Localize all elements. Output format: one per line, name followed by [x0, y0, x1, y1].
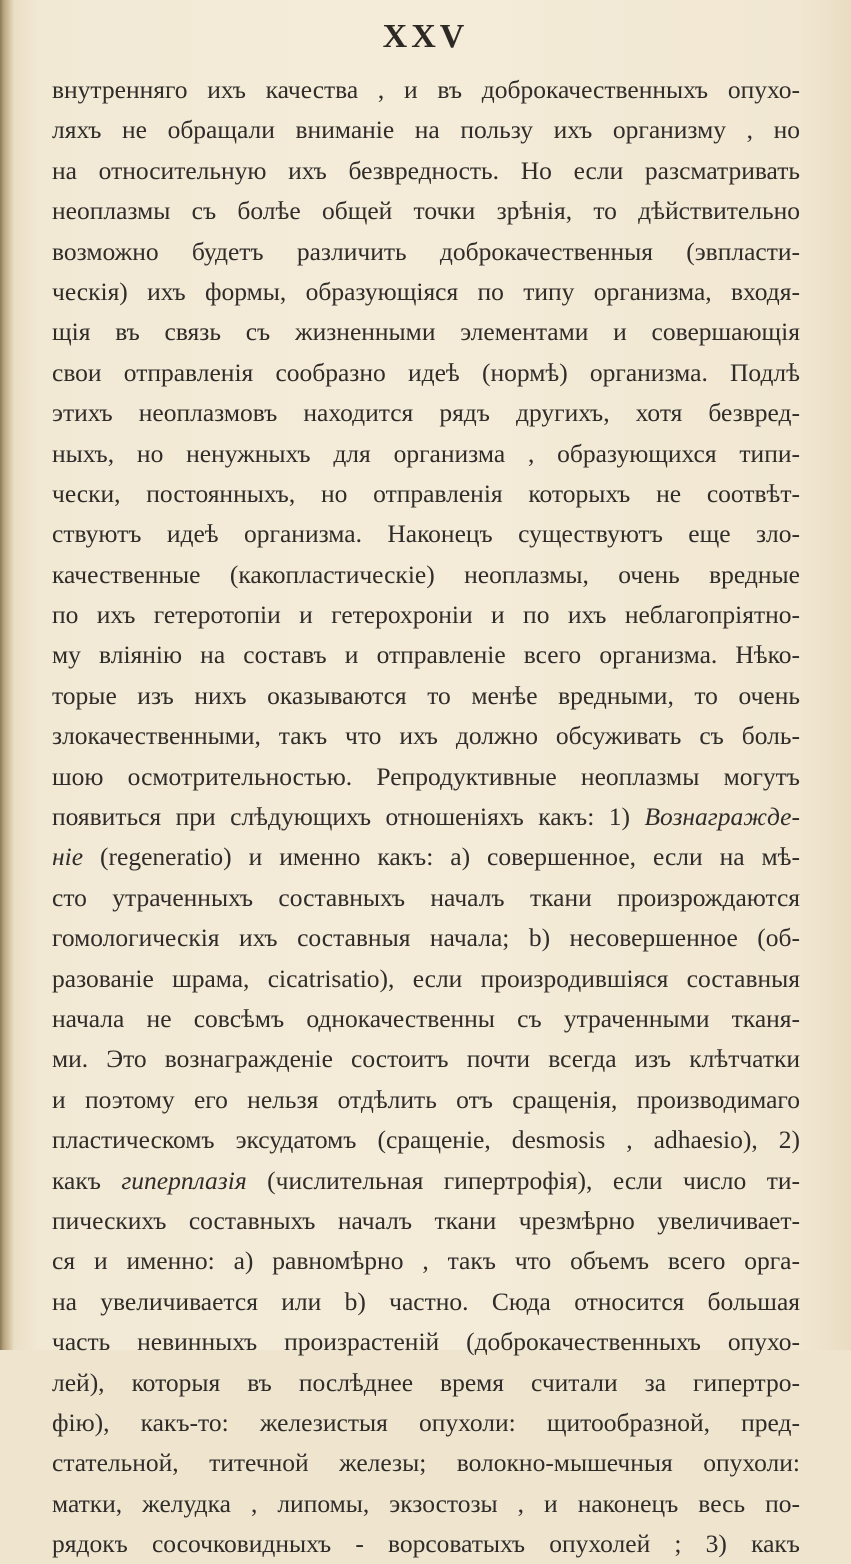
text-line-with-italic	[52, 797, 800, 837]
text-line: ческія) ихъ формы, образующіяся по типу организма, входя-	[52, 276, 800, 306]
text-line: по ихъ гетеротопіи и гетерохроніи и по ихъ неблагопріятно-	[52, 600, 800, 630]
text-line: фію), какъ-то: железистыя опухоли: щитообразной, пред-	[52, 1407, 800, 1437]
text-line-with-italic	[52, 1161, 800, 1201]
text-line: му вліянію на составъ и отправленіе всего организма. Нѣко-	[52, 640, 800, 670]
text-line: пическихъ составныхъ началъ ткани чрезмѣрно увеличивает-	[52, 1205, 800, 1235]
text-line: ляхъ не обращали вниманіе на пользу ихъ организму , но	[52, 115, 800, 145]
text-line-with-italic	[52, 837, 800, 877]
text-line: матки, желудка , липомы, экзостозы , и наконецъ весь по-	[52, 1488, 800, 1518]
line-text-segment: появиться при слѣдующихъ отношеніяхъ какъ: 1)	[52, 802, 645, 832]
text-line: гомологическія ихъ составныя начала; b) несовершенное (об-	[52, 923, 800, 953]
text-line: стательной, титечной железы; волокно-мышечныя опухоли:	[52, 1448, 800, 1478]
text-line: ствуютъ идеѣ организма. Наконецъ существуютъ еще зло-	[52, 519, 800, 549]
text-line: ми. Это вознагражденіе состоитъ почти всегда изъ клѣтчатки	[52, 1044, 800, 1074]
italic-term: Вознагражде-	[644, 802, 800, 832]
line-text-segment: какъ	[52, 1165, 122, 1195]
italic-term: ніе	[52, 842, 84, 872]
text-line: ся и именно: a) равномѣрно , такъ что объемъ всего орга-	[52, 1246, 800, 1276]
line-text-segment: (regeneratio) и именно какъ: a) совершенное, если на мѣ-	[83, 842, 800, 872]
text-line: начала не совсѣмъ однокачественны съ утраченными тканя-	[52, 1003, 800, 1033]
body-text	[52, 70, 800, 1564]
text-line: ныхъ, но ненужныхъ для организма , образующихся типи-	[52, 438, 800, 468]
text-line: качественные (какопластическіе) неоплазмы, очень вредные	[52, 559, 800, 589]
text-line: возможно будетъ различить доброкачественныя (эвпласти-	[52, 236, 800, 266]
text-line: щія въ связь съ жизненными элементами и совершающія	[52, 317, 800, 347]
page-number: XXV	[382, 18, 469, 55]
text-line: на относительную ихъ безвредность. Но если разсматривать	[52, 155, 800, 185]
text-line: сто утраченныхъ составныхъ началъ ткани произрождаются	[52, 882, 800, 912]
text-line: торые изъ нихъ оказываются то менѣе вредными, то очень	[52, 680, 800, 710]
text-line: неоплазмы съ болѣе общей точки зрѣнія, то дѣйствительно	[52, 196, 800, 226]
text-line: на увеличивается или b) частно. Сюда относится большая	[52, 1286, 800, 1316]
text-line: злокачественными, такъ что ихъ должно обсуживать съ боль-	[52, 721, 800, 751]
text-line: этихъ неоплазмовъ находится рядъ другихъ, хотя безвред-	[52, 398, 800, 428]
text-line: пластическомъ эксудатомъ (сращеніе, desmosis , adhaesio), 2)	[52, 1125, 800, 1155]
text-line: и поэтому его нельзя отдѣлить отъ сращенія, производимаго	[52, 1084, 800, 1114]
text-line: рядокъ сосочковидныхъ - ворсоватыхъ опухолей ; 3) какъ	[52, 1529, 800, 1559]
text-line: свои отправленія сообразно идеѣ (нормѣ) организма. Подлѣ	[52, 357, 800, 387]
text-line: чески, постоянныхъ, но отправленія которыхъ не соотвѣт-	[52, 478, 800, 508]
text-line: внутренняго ихъ качества , и въ доброкачественныхъ опухо-	[52, 75, 800, 104]
italic-term: гиперплазія	[121, 1165, 247, 1195]
line-text-segment: (числительная гипертрофія), если число ти-	[246, 1165, 800, 1195]
text-line: лей), которыя въ послѣднее время считали за гипертро-	[52, 1367, 800, 1397]
page-spine-shadow	[0, 0, 14, 1350]
text-line: шою осмотрительностью. Репродуктивные неоплазмы могутъ	[52, 761, 800, 791]
text-line: разованіе шрама, cicatrisatio), если произродившіяся составныя	[52, 963, 800, 993]
text-line: часть невинныхъ произрастеній (доброкачественныхъ опухо-	[52, 1327, 800, 1357]
